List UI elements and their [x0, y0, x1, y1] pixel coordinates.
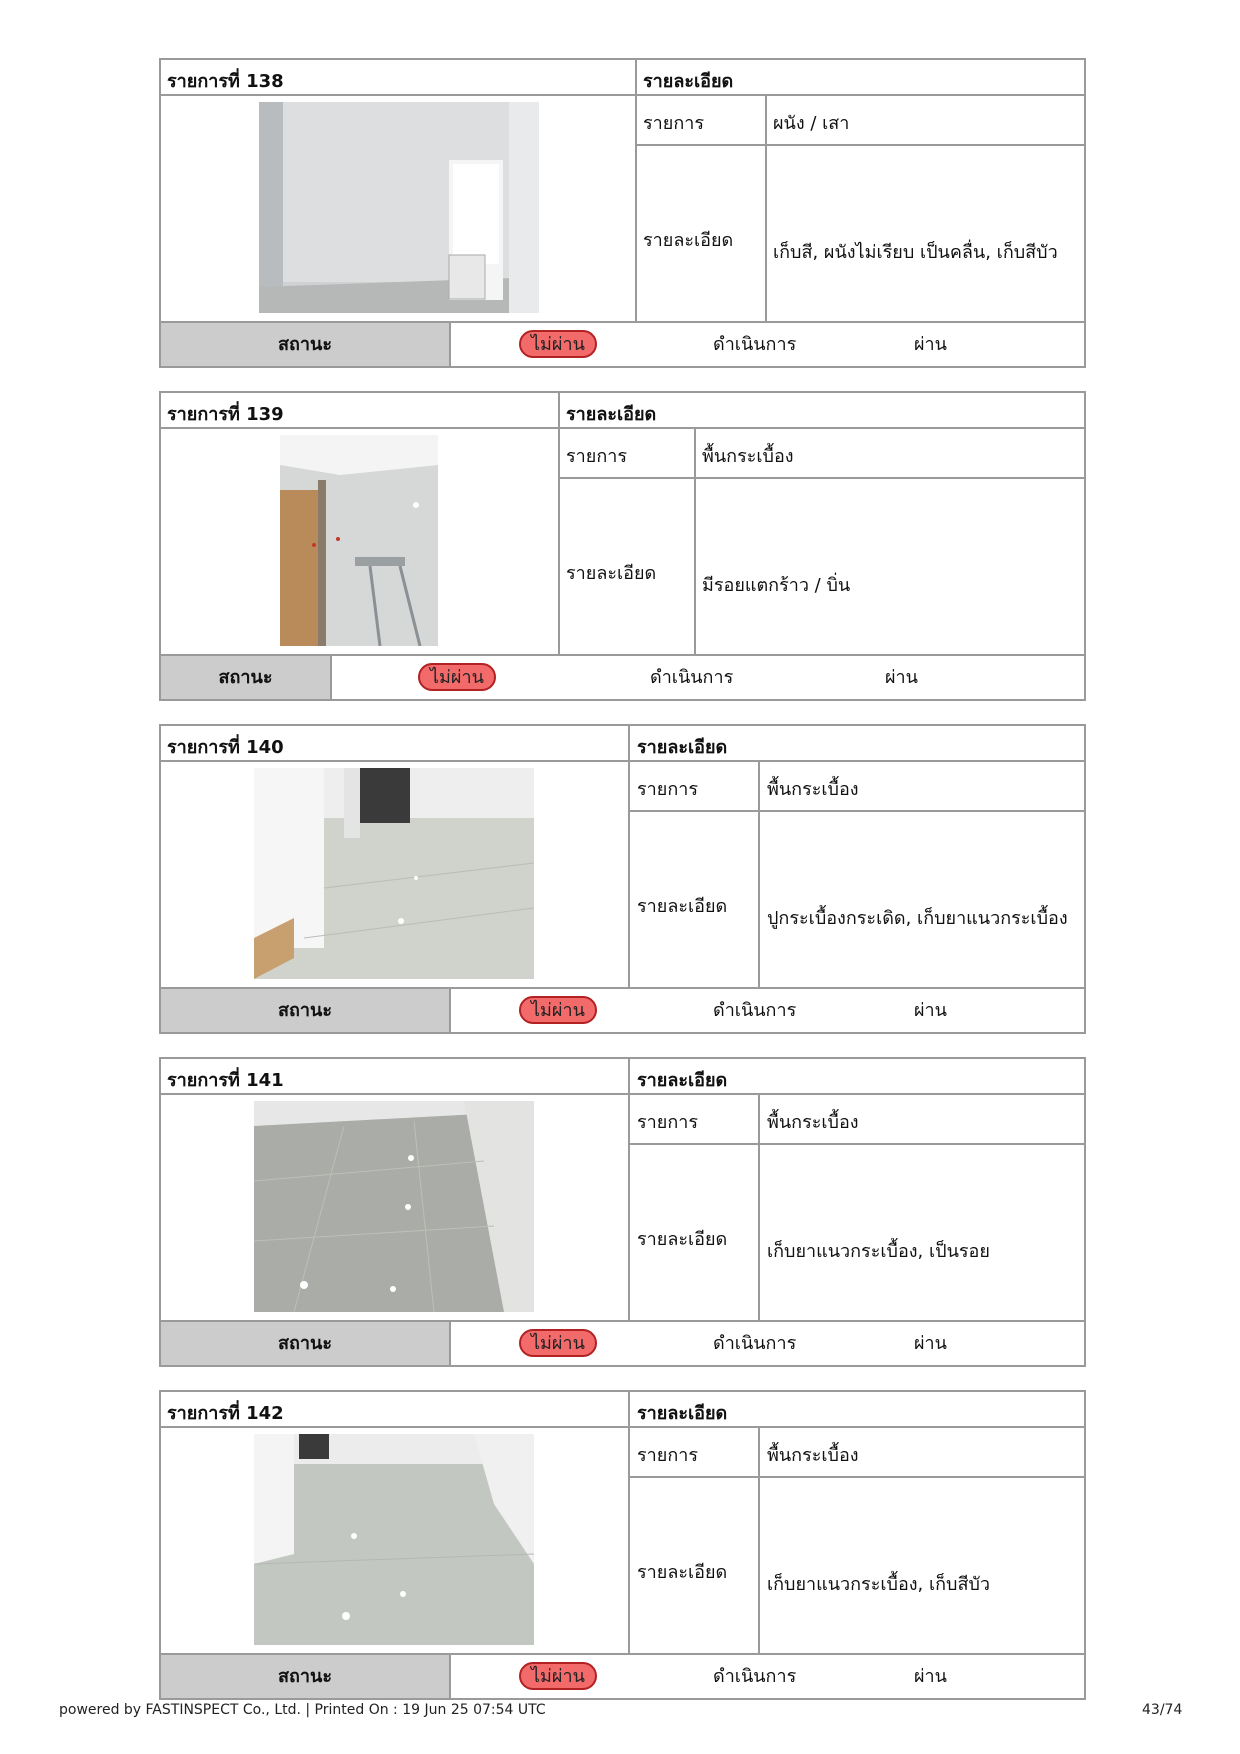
status-option-pass[interactable]: ผ่าน: [914, 1666, 947, 1687]
row-item-label: รายการ: [643, 113, 704, 134]
status-option-fail[interactable]: ไม่ผ่าน: [519, 1329, 597, 1357]
row-detail-value: เก็บยาแนวกระเบื้อง, เก็บสีบัว: [767, 1574, 990, 1595]
row-detail-value: ปูกระเบื้องกระเดิด, เก็บยาแนวกระเบื้อง: [767, 908, 1068, 929]
row-item-value: พื้นกระเบื้อง: [767, 1445, 859, 1466]
footer-credit: powered by FASTINSPECT Co., Ltd. | Printed On : 19 Jun 25 07:54 UTC: [59, 1702, 546, 1718]
status-option-pass[interactable]: ผ่าน: [914, 334, 947, 355]
inspection-photo[interactable]: [254, 1101, 534, 1312]
item-title: รายการที่ 140: [167, 737, 284, 758]
row-detail-value: เก็บสี, ผนังไม่เรียบ เป็นคลื่น, เก็บสีบัว: [773, 242, 1058, 263]
status-row: [161, 1320, 1084, 1365]
inspection-card-141: [159, 1057, 1086, 1367]
status-option-in-progress[interactable]: ดำเนินการ: [650, 667, 734, 688]
status-option-in-progress[interactable]: ดำเนินการ: [713, 1333, 797, 1354]
status-option-pass[interactable]: ผ่าน: [914, 1333, 947, 1354]
status-option-in-progress[interactable]: ดำเนินการ: [713, 1000, 797, 1021]
status-option-fail[interactable]: ไม่ผ่าน: [519, 996, 597, 1024]
row-item-label: รายการ: [566, 446, 627, 467]
row-item-value: พื้นกระเบื้อง: [767, 779, 859, 800]
row-detail-value: มีรอยแตกร้าว / บิ่น: [702, 575, 851, 596]
row-detail-label: รายละเอียด: [566, 563, 657, 584]
status-option-pass[interactable]: ผ่าน: [885, 667, 918, 688]
detail-header: รายละเอียด: [643, 71, 734, 92]
status-option-fail[interactable]: ไม่ผ่าน: [519, 330, 597, 358]
status-label: สถานะ: [161, 656, 332, 699]
floor-photo-image: [254, 1434, 534, 1645]
row-item-value: ผนัง / เสา: [773, 113, 850, 134]
row-detail-value: เก็บยาแนวกระเบื้อง, เป็นรอย: [767, 1241, 990, 1262]
card-header: [161, 60, 1084, 96]
card-header: [161, 1059, 1084, 1095]
detail-header: รายละเอียด: [637, 737, 728, 758]
card-header: [161, 726, 1084, 762]
row-item-value: พื้นกระเบื้อง: [702, 446, 794, 467]
page-number: 43/74: [1142, 1702, 1183, 1718]
inspection-photo[interactable]: [259, 102, 539, 313]
inspection-card-140: [159, 724, 1086, 1034]
row-item-label: รายการ: [637, 1112, 698, 1133]
inspection-photo[interactable]: [254, 1434, 534, 1645]
status-row: [161, 321, 1084, 366]
status-option-fail[interactable]: ไม่ผ่าน: [418, 663, 496, 691]
row-detail-label: รายละเอียด: [637, 1562, 728, 1583]
status-option-in-progress[interactable]: ดำเนินการ: [713, 1666, 797, 1687]
wall-photo-image: [259, 102, 539, 313]
inspection-photo[interactable]: [280, 435, 438, 646]
status-row: [161, 654, 1084, 699]
floor-photo-image: [254, 768, 534, 979]
item-title: รายการที่ 139: [167, 404, 284, 425]
floor-photo-image: [280, 435, 438, 646]
inspection-photo[interactable]: [254, 768, 534, 979]
floor-photo-image: [254, 1101, 534, 1312]
detail-header: รายละเอียด: [566, 404, 657, 425]
item-title: รายการที่ 141: [167, 1070, 284, 1091]
row-item-value: พื้นกระเบื้อง: [767, 1112, 859, 1133]
status-label: สถานะ: [161, 1322, 451, 1365]
detail-header: รายละเอียด: [637, 1403, 728, 1424]
item-title: รายการที่ 142: [167, 1403, 284, 1424]
status-label: สถานะ: [161, 989, 451, 1032]
inspection-card-142: [159, 1390, 1086, 1700]
status-label: สถานะ: [161, 323, 451, 366]
row-detail-label: รายละเอียด: [637, 1229, 728, 1250]
status-option-in-progress[interactable]: ดำเนินการ: [713, 334, 797, 355]
status-row: [161, 987, 1084, 1032]
inspection-card-138: [159, 58, 1086, 368]
card-header: [161, 393, 1084, 429]
row-item-label: รายการ: [637, 1445, 698, 1466]
row-detail-label: รายละเอียด: [637, 896, 728, 917]
status-option-fail[interactable]: ไม่ผ่าน: [519, 1662, 597, 1690]
inspection-card-139: [159, 391, 1086, 701]
status-row: [161, 1653, 1084, 1698]
item-title: รายการที่ 138: [167, 71, 284, 92]
row-detail-label: รายละเอียด: [643, 230, 734, 251]
status-label: สถานะ: [161, 1655, 451, 1698]
row-item-label: รายการ: [637, 779, 698, 800]
card-header: [161, 1392, 1084, 1428]
status-option-pass[interactable]: ผ่าน: [914, 1000, 947, 1021]
detail-header: รายละเอียด: [637, 1070, 728, 1091]
